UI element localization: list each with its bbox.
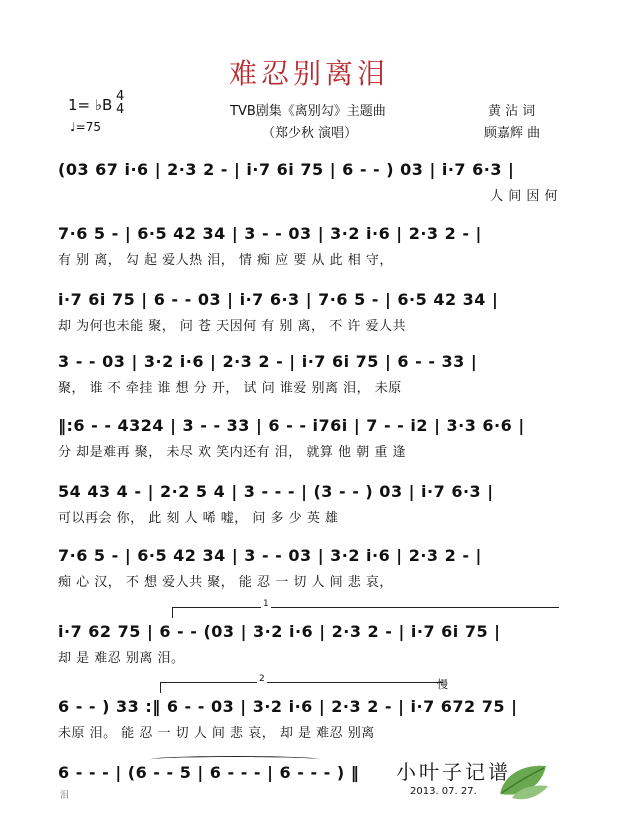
second-ending-number: 2 (259, 674, 265, 684)
subtitle: TVB剧集《离别勾》主题曲 (230, 104, 386, 119)
time-signature (116, 90, 124, 116)
score-line-7-lyrics: 痴 心 汉， 不 想 爱人共 聚， 能 忍 一 切 人 间 悲 哀， (58, 575, 393, 590)
score-line-6-lyrics: 可以再会 你， 此 刻 人 唏 嘘， 问 多 少 英 雄 (58, 511, 339, 526)
key-signature: 1= ♭B (68, 96, 113, 114)
score-line-9-lyrics: 未原 泪。 能 忍 一 切 人 间 悲 哀， 却 是 难忍 别离 (58, 726, 375, 741)
time-signature-bottom: 4 (116, 102, 125, 117)
tie-arc (150, 756, 320, 763)
score-line-8-lyrics: 却 是 难忍 别离 泪。 (58, 651, 185, 666)
page-title: 难忍别离泪 (228, 57, 389, 90)
score-line-4-notes: 3 - - 03 | 3·2 i·6 | 2·3 2 - | i·7 6i 75 | 6 - - 33 | (58, 352, 478, 371)
score-line-1-lyrics: 人 间 因 何 (490, 189, 558, 204)
singer-credit: （郑少秋 演唱） (262, 126, 358, 141)
first-ending-number: 1 (263, 599, 269, 609)
score-line-9-notes: 6 - - ) 33 :‖ 6 - - 03 | 3·2 i·6 | 2·3 2 - | i·7 672 75 | (58, 697, 518, 716)
score-line-1-notes: (03 67 i·6 | 2·3 2 - | i·7 6i 75 | 6 - - ) 03 | i·7 6·3 | (58, 160, 515, 179)
leaf-icon (494, 760, 552, 802)
score-line-4-lyrics: 聚， 谁 不 牵挂 谁 想 分 开， 试 问 谁爱 别离 泪， 未原 (58, 381, 402, 396)
transcription-date: 2013. 07. 27. (410, 786, 477, 797)
score-line-3-notes: i·7 6i 75 | 6 - - 03 | i·7 6·3 | 7·6 5 - | 6·5 42 34 | (58, 290, 499, 309)
score-line-6-notes: 54 43 4 - | 2·2 5 4 | 3 - - - | (3 - - ) 03 | i·7 6·3 | (58, 482, 494, 501)
time-signature-top: 4 (116, 89, 125, 104)
score-line-10-notes: 6 - - - | (6 - - 5 | 6 - - - | 6 - - - ) ‖ (58, 763, 360, 782)
first-ending-bracket (172, 599, 559, 618)
transcriber-signature: 小叶子记谱 (396, 760, 511, 784)
tempo-mark: ♩=75 (70, 120, 101, 134)
slow-marking: 慢 (437, 678, 448, 691)
score-line-2-lyrics: 有 别 离， 勾 起 爱人热 泪， 情 痴 应 要 从 此 相 守， (58, 253, 393, 268)
score-line-3-lyrics: 却 为何也未能 聚， 问 苍 天因何 有 别 离， 不 许 爱人共 (58, 319, 406, 334)
lyricist-credit: 黄 沾 词 (488, 104, 536, 119)
score-line-5-notes: ‖:6 - - 4324 | 3 - - 33 | 6 - - i76i | 7 - - i2 | 3·3 6·6 | (58, 416, 525, 435)
composer-credit: 顾嘉辉 曲 (484, 126, 541, 141)
score-line-2-notes: 7·6 5 - | 6·5 42 34 | 3 - - 03 | 3·2 i·6 | 2·3 2 - | (58, 224, 482, 243)
score-line-7-notes: 7·6 5 - | 6·5 42 34 | 3 - - 03 | 3·2 i·6 | 2·3 2 - | (58, 546, 482, 565)
score-line-10-lyrics: 泪 (60, 791, 70, 801)
second-ending-bracket (160, 674, 443, 693)
score-line-5-lyrics: 分 却是难再 聚， 未尽 欢 笑内还有 泪， 就算 他 朝 重 逢 (58, 445, 406, 460)
score-line-8-notes: i·7 62 75 | 6 - - (03 | 3·2 i·6 | 2·3 2 - | i·7 6i 75 | (58, 622, 501, 641)
